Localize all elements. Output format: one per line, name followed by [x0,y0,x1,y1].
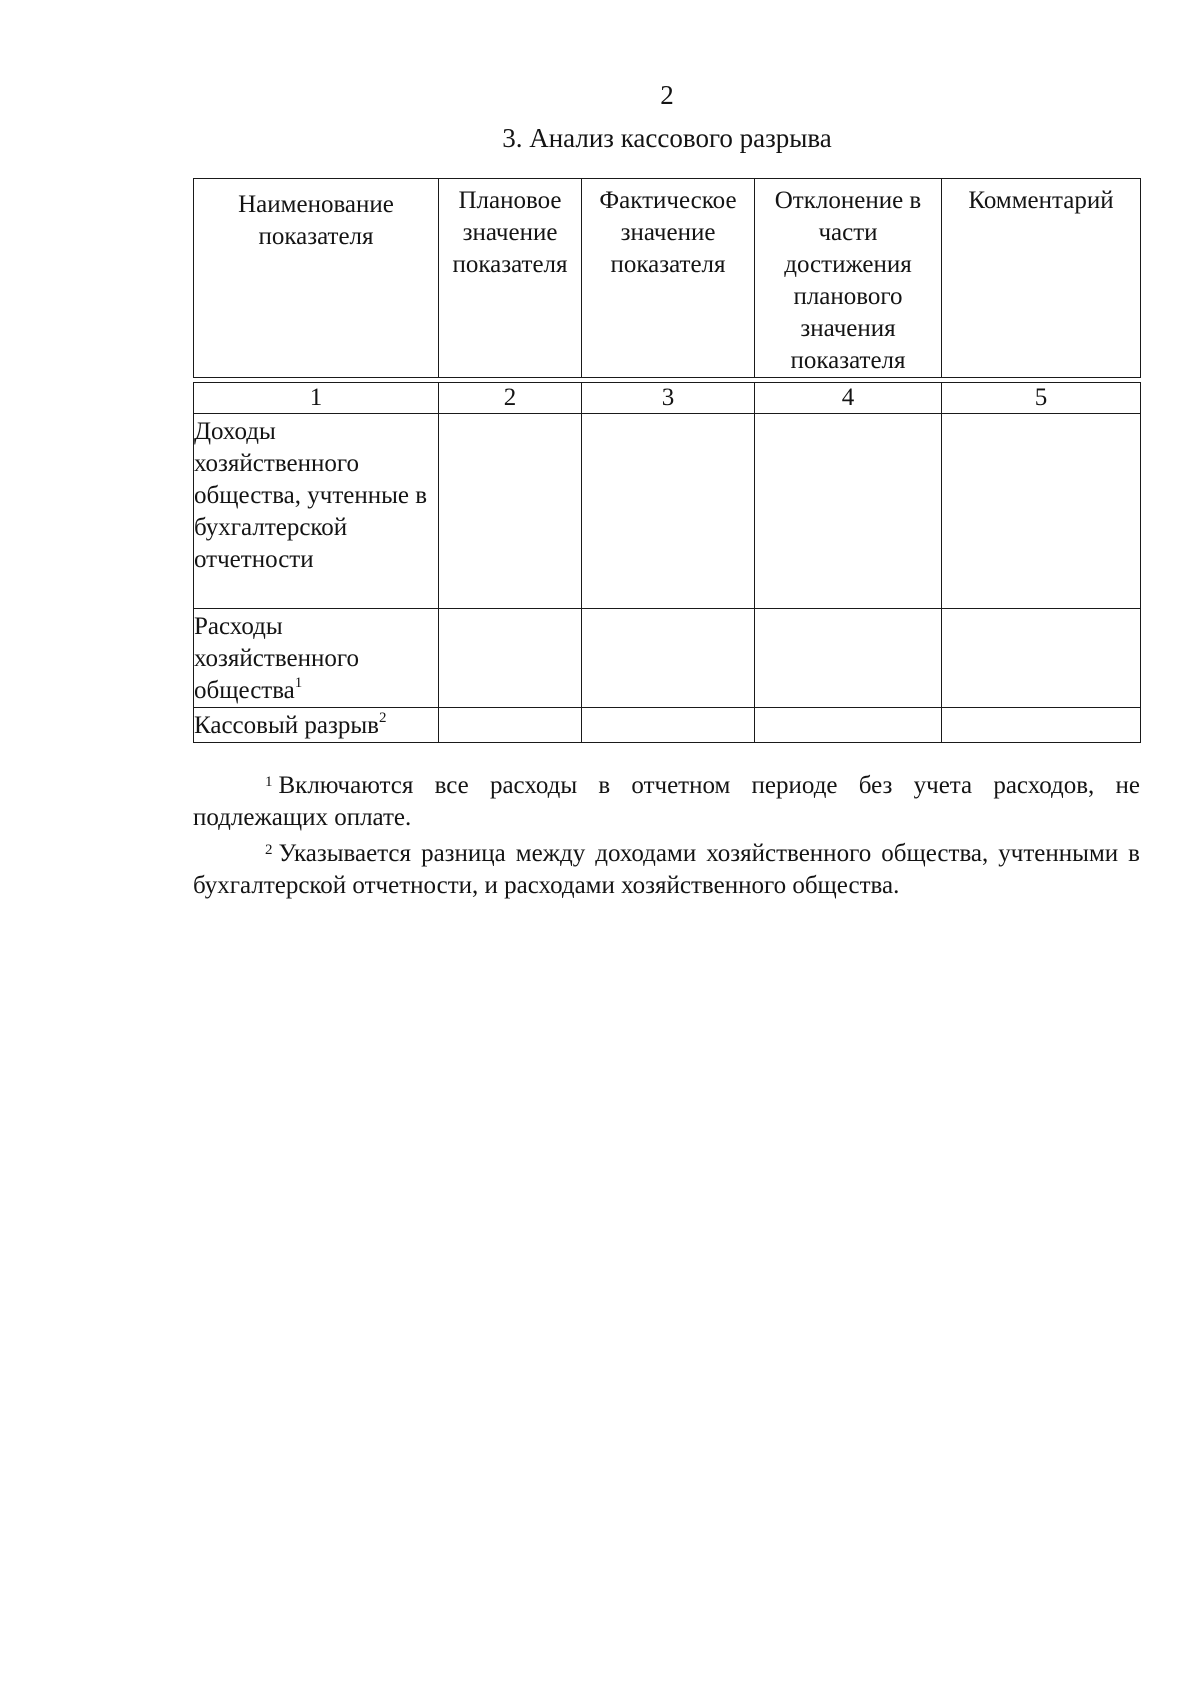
row-name-cell [194,414,439,609]
page-number: 2 [660,80,674,110]
table-row [194,609,1141,708]
header-comment: Комментарий [942,179,1141,378]
section-title: 3. Анализ кассового разрыва [502,123,832,153]
footnote-text: Указывается разница между доходами хозяйственного общества, учтенными в бухгалтерской отчетности, и расходами хозяйственного общества. [193,840,1140,899]
table-cell [942,708,1141,743]
table-cell [439,708,582,743]
footnote-ref: 1 [294,674,303,691]
footnote-mark: 2 [265,842,273,858]
table-cell [755,609,942,708]
footnote-2 [193,838,1140,902]
row-name: Расходы хозяйственного общества [194,613,359,704]
table-cell [439,414,582,609]
column-number: 2 [439,383,582,414]
row-name-cell [194,708,439,743]
footnote-mark: 1 [265,774,273,790]
row-name-cell [194,609,439,708]
column-number: 3 [582,383,755,414]
table-cell [755,708,942,743]
row-name: Кассовый разрыв [194,712,379,739]
header-planned-value: Плановое значение показателя [439,179,582,378]
table-cell [582,708,755,743]
footnote-ref: 2 [378,709,387,726]
table-row [194,414,1141,609]
header-deviation: Отклонение в части достижения планового значения показателя [755,179,942,378]
column-number: 4 [755,383,942,414]
header-indicator-name: Наименование показателя [194,179,439,378]
table-row [194,708,1141,743]
table-header-row [194,179,1141,378]
row-name: Доходы хозяйственного общества, учтенные в бухгалтерской отчетности [194,418,428,573]
table-cell [942,414,1141,609]
table-cell [582,414,755,609]
column-number-row [194,383,1141,414]
column-number: 5 [942,383,1141,414]
column-number: 1 [194,383,439,414]
table-cell [582,609,755,708]
table-cell [755,414,942,609]
footnote-1 [193,770,1140,834]
table-cell [942,609,1141,708]
footnote-text: Включаются все расходы в отчетном периоде без учета расходов, не подлежащих оплате. [193,772,1140,831]
cash-gap-table [193,178,1141,743]
header-actual-value: Фактическое значение показателя [582,179,755,378]
table-cell [439,609,582,708]
